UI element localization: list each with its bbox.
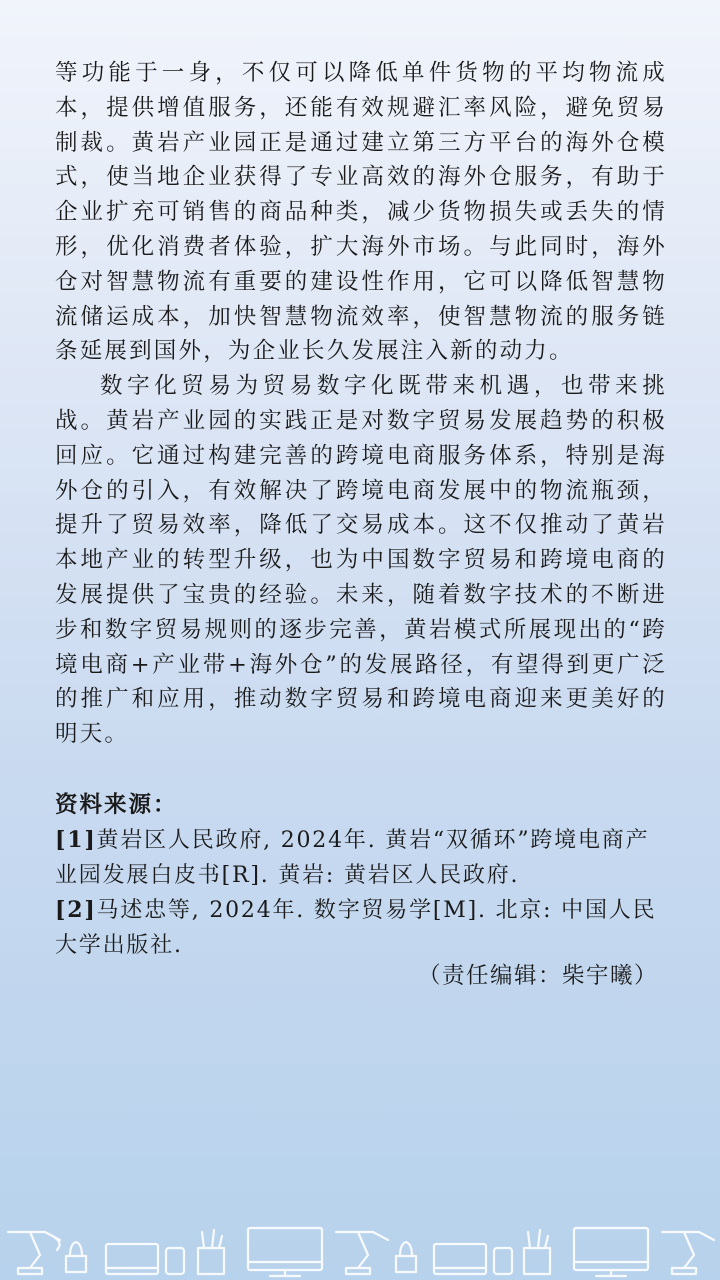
phone-icon (494, 1248, 512, 1274)
monitor-icon (574, 1228, 648, 1276)
paragraph-2: 数字化贸易为贸易数字化既带来机遇，也带来挑战。黄岩产业园的实践正是对数字贸易发展趋势的积极回应。它通过构建完善的跨境电商服务体系，特别是海外仓的引入，有效解决了跨境电商发展中的物流瓶颈，提升了贸易效率，降低了交易成本。这不仅推动了黄岩本地产业的转型升级，也为中国数字贸易和跨境电商的发展提供了宝贵的经验。未来，随着数字技术的不断进步和数字贸易规则的逐步完善，黄岩模式所展现出的“跨境电商+产业带+海外仓”的发展路径，有望得到更广泛的推广和应用，推动数字贸易和跨境电商迎来更美好的明天。 (55, 373, 667, 748)
reference-text: 马述忠等, 2024年. 数字贸易学[M]. 北京: 中国人民大学出版社. (55, 898, 657, 959)
references-title: 资料来源： (55, 791, 178, 818)
plant-pot-icon (396, 1242, 416, 1272)
reference-text: 黄岩区人民政府, 2024年. 黄岩“双循环”跨境电商产业园发展白皮书[R]. 黄岩: 黄岩区人民政府. (55, 827, 650, 888)
tablet-icon (106, 1244, 158, 1274)
plant-pot-icon (66, 1242, 86, 1272)
reference-item-1 (55, 823, 667, 894)
desk-lamp-icon (8, 1232, 60, 1274)
reference-number: [1] (55, 826, 97, 853)
pencil-cup-icon (524, 1230, 550, 1274)
tablet-icon (434, 1244, 486, 1274)
pencil-cup-icon (198, 1230, 224, 1274)
article-body (55, 56, 667, 964)
references-section (55, 788, 667, 964)
responsible-editor: （责任编辑：柴宇曦） (417, 963, 658, 989)
monitor-icon (248, 1228, 322, 1276)
office-illustration-border (0, 1210, 720, 1280)
reference-item-2 (55, 893, 667, 964)
paragraph-1: 等功能于一身，不仅可以降低单件货物的平均物流成本，提供增值服务，还能有效规避汇率风险，避免贸易制裁。黄岩产业园正是通过建立第三方平台的海外仓模式，使当地企业获得了专业高效的海外仓服务，有助于企业扩充可销售的商品种类，减少货物损失或丢失的情形，优化消费者体验，扩大海外市场。与此同时，海外仓对智慧物流有重要的建设性作用，它可以降低智慧物流储运成本，加快智慧物流效率，使智慧物流的服务链条延展到国外，为企业长久发展注入新的动力。 (55, 60, 667, 365)
desk-lamp-icon (336, 1232, 388, 1274)
phone-icon (166, 1248, 184, 1274)
reference-number: [2] (55, 897, 97, 924)
desk-lamp-icon (662, 1232, 714, 1274)
